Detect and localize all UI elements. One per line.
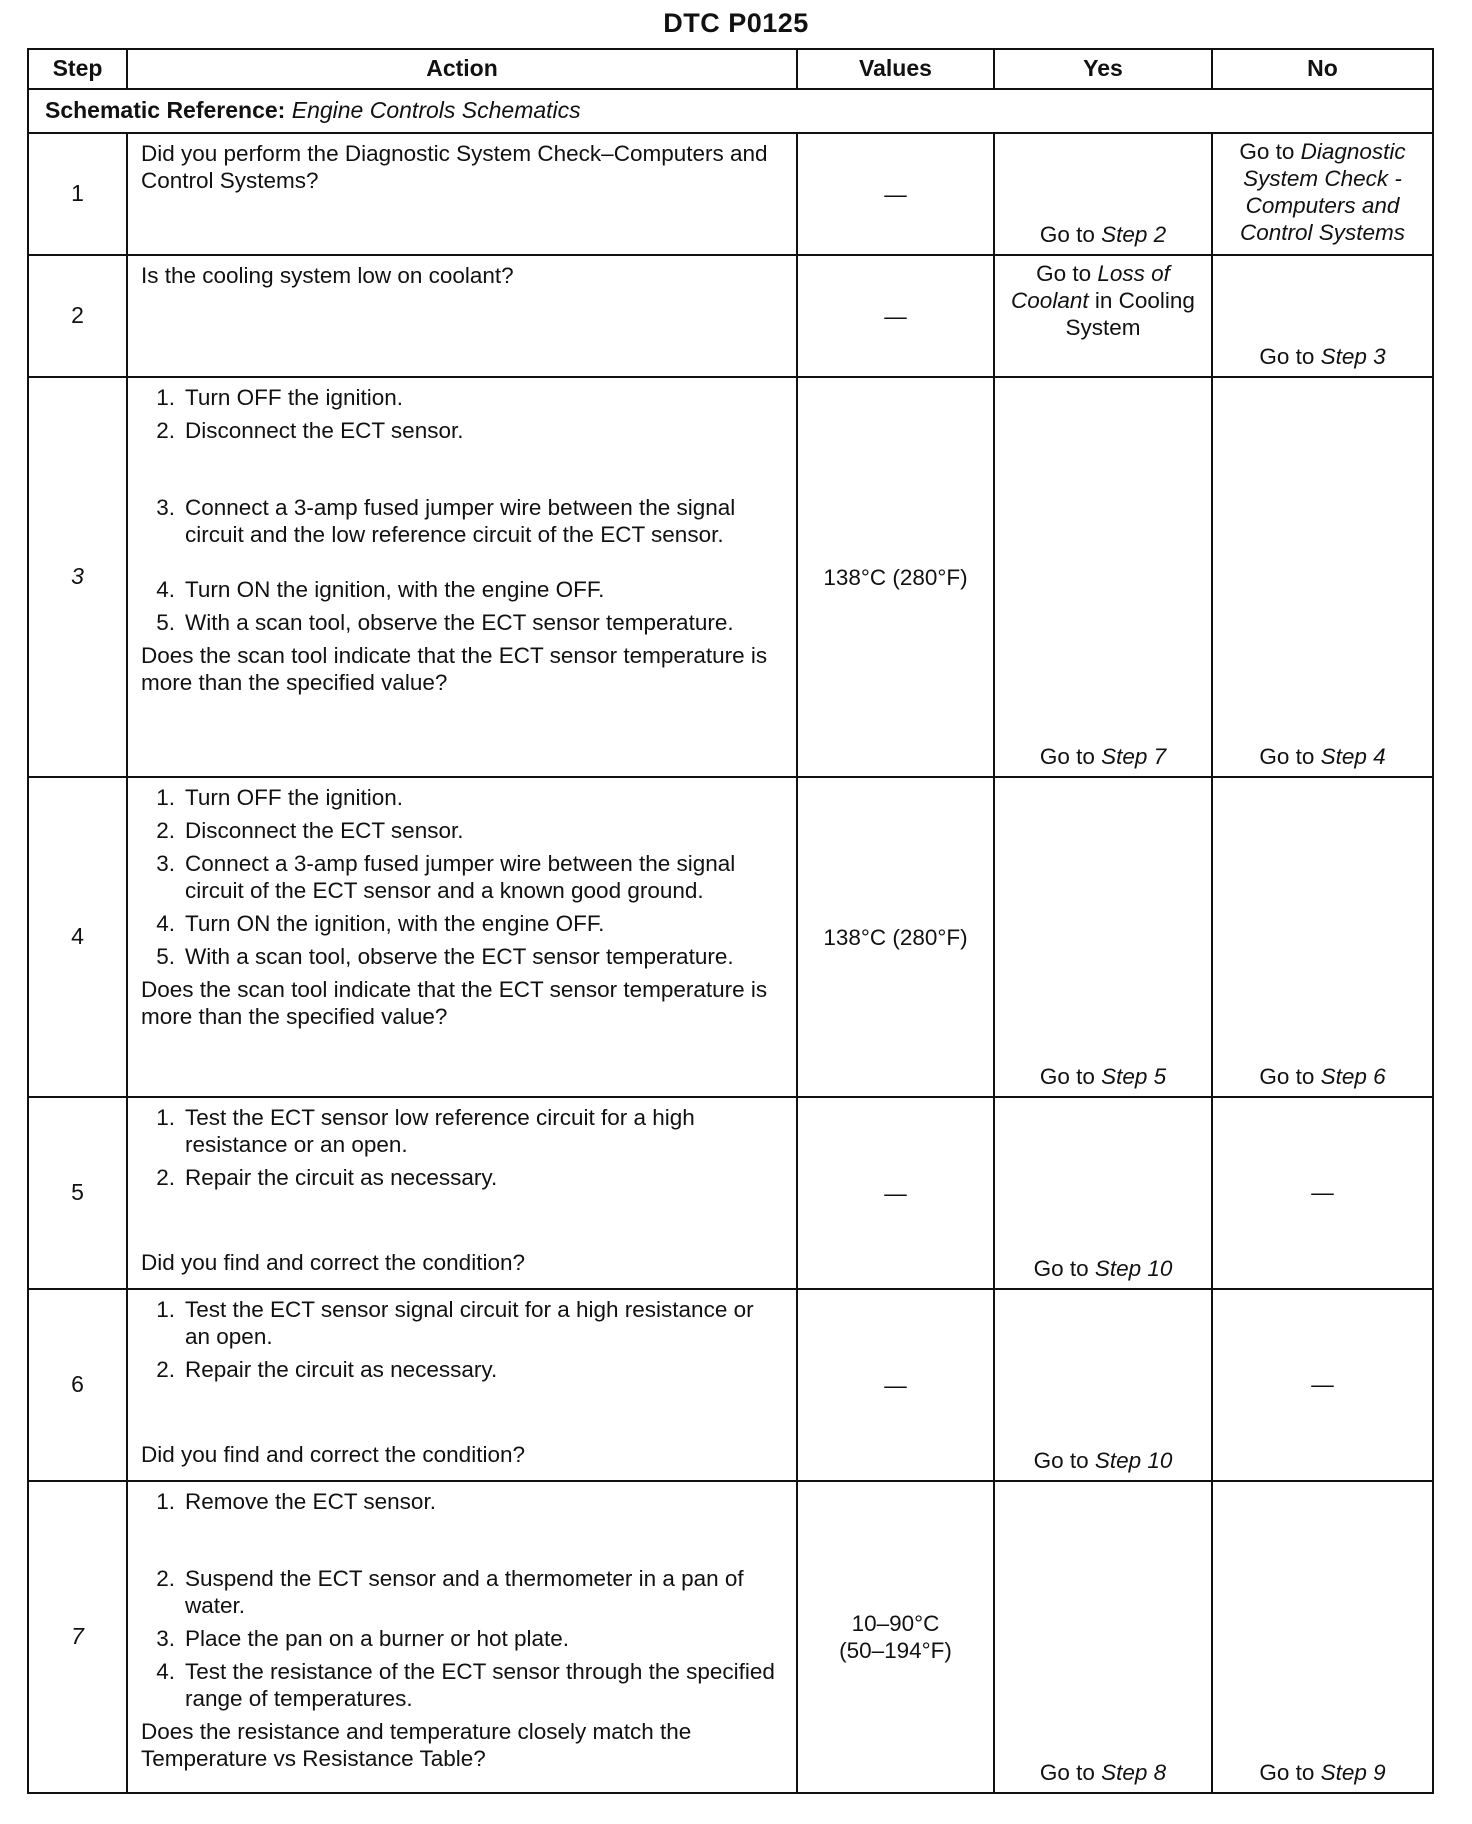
goto-label: Go to [1259, 344, 1315, 369]
action-list [141, 1296, 784, 1383]
yes-cell [994, 133, 1212, 255]
table-row [28, 1289, 1433, 1481]
goto-label: Go to [1259, 1760, 1315, 1785]
list-item: 4. Turn ON the ignition, with the engine OFF. [156, 577, 605, 602]
goto-label: Go to [1039, 1760, 1095, 1785]
header-no: No [1212, 49, 1433, 89]
value-fahrenheit: (50–194°F) [839, 1638, 952, 1663]
table-row [28, 1481, 1433, 1793]
step-number: 4 [28, 777, 127, 1097]
header-yes: Yes [994, 49, 1212, 89]
no-cell [1212, 1481, 1433, 1793]
action-cell [127, 255, 797, 377]
yes-cell [994, 1097, 1212, 1289]
table-row [28, 255, 1433, 377]
step-number: 6 [28, 1289, 127, 1481]
table-row [28, 377, 1433, 777]
no-link[interactable]: Step 4 [1320, 744, 1386, 769]
yes-suffix: in Cooling System [1065, 288, 1195, 340]
list-item: 1. Remove the ECT sensor. [156, 1489, 436, 1514]
header-action: Action [127, 49, 797, 89]
value-cell: — [797, 255, 994, 377]
no-cell [1212, 255, 1433, 377]
action-question: Does the scan tool indicate that the ECT sensor temperature is more than the specified value? [141, 977, 768, 1029]
list-item: 1. Test the ECT sensor low reference circuit for a high resistance or an open. [156, 1105, 695, 1157]
step-number: 5 [28, 1097, 127, 1289]
action-question: Did you find and correct the condition? [141, 1250, 525, 1275]
value-cell: — [797, 133, 994, 255]
goto-label: Go to [1039, 222, 1095, 247]
yes-cell [994, 255, 1212, 377]
yes-link[interactable]: Step 2 [1101, 222, 1167, 247]
step-number: 1 [28, 133, 127, 255]
header-row [28, 49, 1433, 89]
goto-label: Go to [1039, 1064, 1095, 1089]
yes-cell [994, 1289, 1212, 1481]
action-question: Did you perform the Diagnostic System Check–Computers and Control Systems? [141, 141, 768, 193]
action-list [141, 384, 784, 636]
value-cell: — [797, 1097, 994, 1289]
list-item: 1. Turn OFF the ignition. [156, 385, 404, 410]
yes-cell [994, 777, 1212, 1097]
diagnostic-table [27, 48, 1434, 1794]
value-celsius: 10–90°C [851, 1611, 940, 1636]
goto-label: Go to [1036, 261, 1092, 286]
schematic-reference-label: Schematic Reference: [45, 97, 286, 124]
list-item: 4. Test the resistance of the ECT sensor through the specified range of temperatures. [156, 1659, 775, 1711]
no-cell [1212, 133, 1433, 255]
page-title: DTC P0125 [663, 8, 809, 38]
list-item: 3. Place the pan on a burner or hot plate. [156, 1626, 570, 1651]
yes-link[interactable]: Step 10 [1094, 1448, 1173, 1473]
yes-cell [994, 1481, 1212, 1793]
action-cell [127, 1289, 797, 1481]
action-question: Is the cooling system low on coolant? [141, 263, 514, 288]
action-cell [127, 133, 797, 255]
table-row [28, 777, 1433, 1097]
table-row [28, 1097, 1433, 1289]
no-link[interactable]: Diagnostic System Check - Computers and Control Systems [1239, 139, 1406, 245]
step-number: 7 [28, 1481, 127, 1793]
goto-label: Go to [1259, 1064, 1315, 1089]
yes-cell [994, 377, 1212, 777]
action-cell [127, 377, 797, 777]
header-step: Step [28, 49, 127, 89]
no-cell [1212, 377, 1433, 777]
list-item: 5. With a scan tool, observe the ECT sensor temperature. [156, 944, 734, 969]
step-number: 2 [28, 255, 127, 377]
no-link[interactable]: Step 9 [1320, 1760, 1386, 1785]
schematic-reference-row [28, 89, 1433, 133]
list-item: 1. Turn OFF the ignition. [156, 785, 404, 810]
no-cell: — [1212, 1289, 1433, 1481]
no-cell: — [1212, 1097, 1433, 1289]
schematic-reference-link[interactable]: Engine Controls Schematics [291, 97, 581, 124]
list-item: 3. Connect a 3-amp fused jumper wire between the signal circuit and the low reference circuit of the ECT sensor. [156, 495, 736, 547]
action-cell [127, 777, 797, 1097]
schematic-reference [28, 89, 1433, 133]
action-cell [127, 1481, 797, 1793]
value-cell: 138°C (280°F) [797, 377, 994, 777]
list-item: 3. Connect a 3-amp fused jumper wire between the signal circuit of the ECT sensor and a known good ground. [156, 851, 736, 903]
action-list [141, 784, 784, 970]
goto-label: Go to [1259, 744, 1315, 769]
action-question: Does the scan tool indicate that the ECT sensor temperature is more than the specified value? [141, 643, 768, 695]
yes-link[interactable]: Step 5 [1101, 1064, 1167, 1089]
table-row [28, 133, 1433, 255]
list-item: 1. Test the ECT sensor signal circuit for a high resistance or an open. [156, 1297, 754, 1349]
value-cell: 138°C (280°F) [797, 777, 994, 1097]
no-link[interactable]: Step 3 [1320, 344, 1386, 369]
yes-link[interactable]: Step 8 [1101, 1760, 1167, 1785]
list-item: 4. Turn ON the ignition, with the engine OFF. [156, 911, 605, 936]
list-item: 5. With a scan tool, observe the ECT sensor temperature. [156, 610, 734, 635]
yes-link[interactable]: Loss of Coolant [1011, 261, 1170, 313]
action-question: Did you find and correct the condition? [141, 1442, 525, 1467]
action-question: Does the resistance and temperature closely match the Temperature vs Resistance Table? [141, 1719, 692, 1771]
step-number: 3 [28, 377, 127, 777]
action-list [141, 1488, 784, 1712]
goto-label: Go to [1033, 1448, 1089, 1473]
no-link[interactable]: Step 6 [1320, 1064, 1386, 1089]
goto-label: Go to [1039, 744, 1095, 769]
action-cell [127, 1097, 797, 1289]
header-values: Values [797, 49, 994, 89]
action-list [141, 1104, 784, 1191]
value-cell: — [797, 1289, 994, 1481]
goto-label: Go to [1033, 1256, 1089, 1281]
goto-label: Go to [1239, 139, 1295, 164]
list-item: 2. Repair the circuit as necessary. [156, 1165, 498, 1190]
list-item: 2. Suspend the ECT sensor and a thermometer in a pan of water. [156, 1566, 744, 1618]
yes-link[interactable]: Step 10 [1094, 1256, 1173, 1281]
yes-link[interactable]: Step 7 [1101, 744, 1167, 769]
value-cell [797, 1481, 994, 1793]
list-item: 2. Disconnect the ECT sensor. [156, 818, 464, 843]
no-cell [1212, 777, 1433, 1097]
list-item: 2. Disconnect the ECT sensor. [156, 418, 464, 443]
list-item: 2. Repair the circuit as necessary. [156, 1357, 498, 1382]
